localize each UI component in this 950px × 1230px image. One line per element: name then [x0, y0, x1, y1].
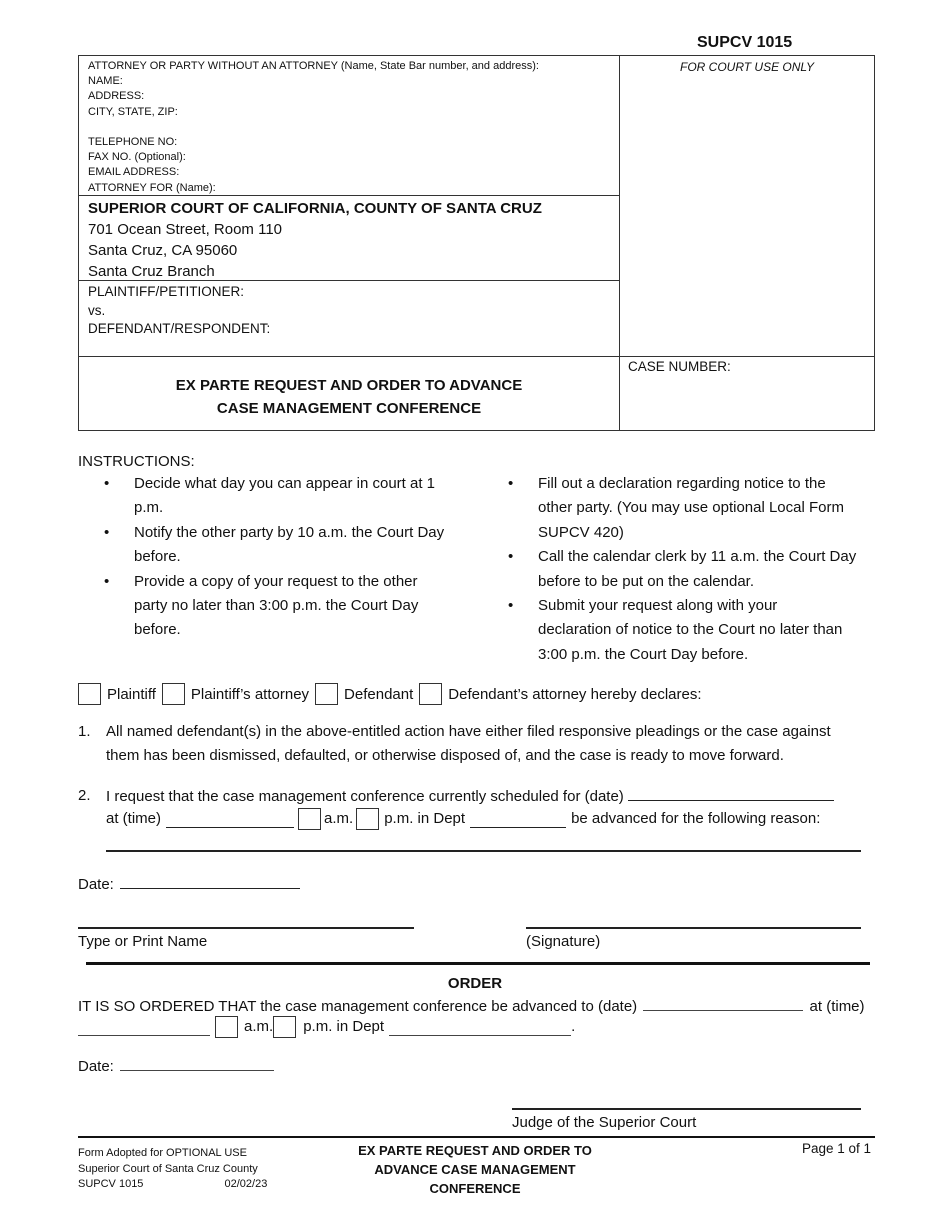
reason-field[interactable]: [106, 850, 861, 852]
judge-signature-field[interactable]: [512, 1108, 861, 1110]
fax-field[interactable]: FAX NO. (Optional):: [88, 151, 186, 164]
attorney-header: ATTORNEY OR PARTY WITHOUT AN ATTORNEY (Name, State Bar number, and address):: [88, 60, 539, 72]
court-info: [88, 198, 542, 282]
footer-text: Form Adopted for OPTIONAL USE: [78, 1147, 247, 1159]
caption-box: [78, 55, 875, 431]
form-title-line: EX PARTE REQUEST AND ORDER TO ADVANCE: [175, 377, 523, 394]
telephone-field[interactable]: TELEPHONE NO:: [88, 136, 178, 148]
am-checkbox[interactable]: [298, 808, 321, 830]
attorney-address-field[interactable]: ADDRESS:: [88, 90, 145, 103]
vs-label: vs.: [88, 302, 106, 318]
item-text: All named defendant(s) in the above-entitled action have either filed responsive pleadings or the case against: [106, 723, 831, 740]
attorney-city-field[interactable]: CITY, STATE, ZIP:: [88, 105, 178, 118]
form-id: SUPCV 1015: [697, 34, 793, 51]
bullet: •: [508, 597, 514, 615]
at-time-label: at (time): [106, 810, 162, 827]
instruction-text: Submit your request along with your: [538, 597, 778, 615]
order-pm-dept-label: p.m. in Dept: [303, 1018, 385, 1035]
plaintiff-attorney-checkbox[interactable]: [162, 683, 185, 705]
footer-title-line: EX PARTE REQUEST AND ORDER TO: [358, 1143, 592, 1158]
reason-label: be advanced for the following reason:: [571, 810, 821, 827]
court-address-line: Santa Cruz Branch: [88, 263, 215, 280]
instruction-text: SUPCV 420): [538, 523, 624, 541]
print-name-label: Type or Print Name: [78, 933, 208, 950]
instruction-text: declaration of notice to the Court no later than: [538, 621, 843, 639]
footer-left: [78, 1146, 267, 1193]
instruction-text: Call the calendar clerk by 11 a.m. the Court Day: [538, 548, 857, 566]
instructions-left: [104, 472, 466, 643]
list-item: [104, 521, 466, 570]
order-time-field[interactable]: [78, 1019, 210, 1036]
bullet: •: [104, 475, 110, 492]
order-date-label: Date:: [78, 1058, 114, 1075]
instruction-text: Fill out a declaration regarding notice to the: [538, 475, 826, 492]
dept-field[interactable]: [470, 811, 566, 828]
bullet: •: [508, 475, 514, 492]
defendant-checkbox[interactable]: [315, 683, 338, 705]
spacer: [88, 120, 539, 135]
instruction-text: Decide what day you can appear in court at 1: [134, 475, 436, 492]
court-address-line: Santa Cruz, CA 95060: [88, 242, 238, 259]
list-item: [508, 545, 876, 594]
instruction-text: Provide a copy of your request to the other: [134, 572, 418, 590]
order-pm-checkbox[interactable]: [273, 1016, 296, 1038]
pm-checkbox[interactable]: [356, 808, 379, 830]
attorney-name-field[interactable]: NAME:: [88, 75, 123, 88]
order-line-2: [78, 1015, 575, 1039]
form-title-line: CASE MANAGEMENT CONFERENCE: [216, 400, 482, 417]
item-text: [106, 807, 876, 831]
instruction-text: before.: [134, 548, 181, 566]
defendant-attorney-label: Defendant’s attorney hereby declares:: [448, 685, 702, 703]
parties[interactable]: [88, 283, 270, 339]
date-label: Date:: [78, 876, 114, 893]
instruction-text: before.: [134, 621, 181, 639]
date-field[interactable]: [120, 872, 300, 889]
item-number: 1.: [78, 723, 91, 740]
item-text: [106, 784, 876, 809]
instruction-text: before to be put on the calendar.: [538, 572, 754, 590]
order-title: ORDER: [447, 975, 503, 992]
bullet: •: [508, 548, 514, 566]
footer-form-row: [78, 1177, 267, 1193]
footer-rule: [78, 1136, 875, 1138]
judge-label: Judge of the Superior Court: [512, 1114, 697, 1131]
list-item: [104, 570, 466, 643]
am-label: a.m.: [324, 810, 354, 827]
defendant-attorney-checkbox[interactable]: [419, 683, 442, 705]
order-am-checkbox[interactable]: [215, 1016, 238, 1038]
footer-title: [330, 1141, 620, 1198]
footer-title-line: ADVANCE CASE MANAGEMENT: [374, 1162, 576, 1177]
request-text: I request that the case management conference currently scheduled for (date): [106, 788, 624, 805]
footer-revision: 02/02/23: [224, 1178, 268, 1190]
order-date-row: [78, 1054, 274, 1079]
instruction-text: party no later than 3:00 p.m. the Court Day: [134, 597, 419, 615]
section-separator: [86, 962, 870, 965]
item-number: 2.: [78, 787, 91, 804]
period: .: [571, 1018, 576, 1035]
court-address-line: 701 Ocean Street, Room 110: [88, 221, 283, 238]
instruction-text: p.m.: [134, 499, 164, 517]
page-number: Page 1 of 1: [802, 1141, 872, 1156]
order-am-label: a.m.: [244, 1018, 274, 1035]
attorney-info[interactable]: [88, 59, 539, 196]
list-item: [508, 594, 876, 667]
instruction-text: Notify the other party by 10 a.m. the Court Day: [134, 523, 445, 541]
instruction-text: 3:00 p.m. the Court Day before.: [538, 645, 749, 663]
pm-dept-label: p.m. in Dept: [384, 810, 466, 827]
defendant-field[interactable]: DEFENDANT/RESPONDENT:: [88, 321, 271, 336]
instructions-label: INSTRUCTIONS:: [78, 453, 195, 470]
list-item: [104, 472, 466, 521]
list-item: [508, 472, 876, 545]
case-number-field[interactable]: CASE NUMBER:: [628, 359, 731, 374]
order-signed-date-field[interactable]: [120, 1054, 274, 1071]
court-name: SUPERIOR COURT OF CALIFORNIA, COUNTY OF SANTA CRUZ: [88, 200, 542, 217]
bullet: •: [104, 523, 110, 541]
order-text: IT IS SO ORDERED THAT the case management conference be advanced to (date): [78, 998, 638, 1015]
footer-title-line: CONFERENCE: [429, 1181, 521, 1196]
footer-form-code: SUPCV 1015: [78, 1178, 144, 1190]
scheduled-time-field[interactable]: [166, 811, 294, 828]
instruction-text: other party. (You may use optional Local Form: [538, 499, 844, 517]
print-name-field[interactable]: [78, 927, 414, 929]
divider: [79, 356, 875, 357]
instructions-right: [508, 472, 876, 667]
plaintiff-label: Plaintiff: [107, 685, 156, 703]
signature-field[interactable]: [526, 927, 861, 929]
caption-divider: [619, 56, 620, 431]
signature-label: (Signature): [526, 933, 601, 950]
email-field[interactable]: EMAIL ADDRESS:: [88, 166, 180, 179]
item-text: them has been dismissed, defaulted, or otherwise disposed of, and the case is ready to move forward.: [106, 747, 784, 764]
order-dept-field[interactable]: [389, 1019, 571, 1036]
date-row: [78, 872, 300, 897]
attorney-for-field[interactable]: ATTORNEY FOR (Name):: [88, 181, 216, 194]
bullet: •: [104, 572, 110, 590]
plaintiff-field[interactable]: PLAINTIFF/PETITIONER:: [88, 284, 245, 299]
footer-text: Superior Court of Santa Cruz County: [78, 1162, 258, 1175]
scheduled-date-field[interactable]: [628, 784, 834, 801]
declarant-row: [78, 682, 706, 706]
plaintiff-attorney-label: Plaintiff’s attorney: [190, 685, 310, 703]
order-at-time-label: at (time): [809, 998, 865, 1015]
order-date-field[interactable]: [643, 994, 803, 1011]
court-use-label: FOR COURT USE ONLY: [679, 60, 815, 74]
plaintiff-checkbox[interactable]: [78, 683, 101, 705]
defendant-label: Defendant: [344, 685, 414, 703]
form-title: [79, 374, 619, 420]
